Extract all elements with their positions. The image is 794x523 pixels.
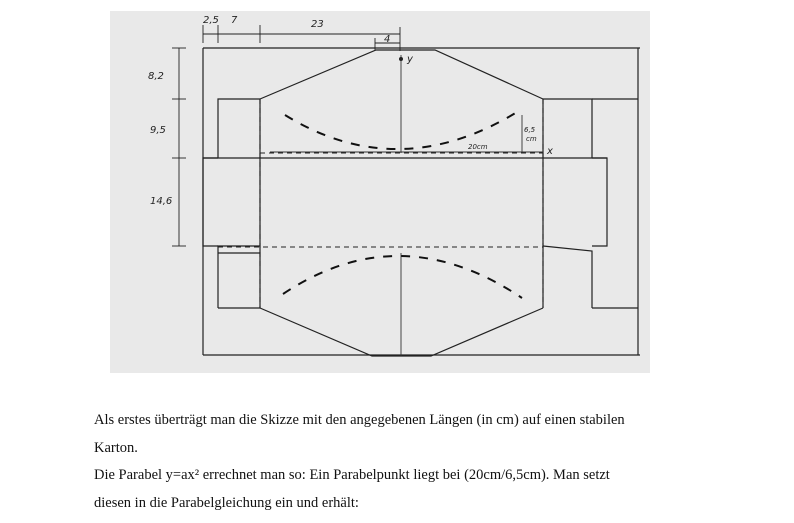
left-middle-flap xyxy=(203,158,218,246)
x-axis-label: x xyxy=(547,146,553,157)
lower-parabola xyxy=(283,256,522,298)
y-axis-label: y xyxy=(407,54,413,65)
origin-dot xyxy=(399,57,403,61)
dim-label-2-5: 2,5 xyxy=(203,15,219,26)
width-label: 20cm xyxy=(468,143,488,151)
height-label-unit: cm xyxy=(526,135,537,143)
right-lower-flap xyxy=(543,246,592,308)
sketch-image xyxy=(110,11,650,373)
net-drawing xyxy=(110,11,650,373)
dim-label-8-2: 8,2 xyxy=(148,71,164,82)
paragraph-line-1: Als erstes überträgt man die Skizze mit den angegebenen Längen (in cm) auf einen stabilen xyxy=(94,412,625,428)
dim-label-14-6: 14,6 xyxy=(150,196,173,207)
dim-label-4: 4 xyxy=(384,34,391,45)
dim-label-7: 7 xyxy=(231,15,238,26)
paragraph-line-3: Die Parabel y=ax² errechnet man so: Ein Parabelpunkt liegt bei (20cm/6,5cm). Man setzt xyxy=(94,467,610,483)
dim-label-23: 23 xyxy=(311,19,324,30)
height-label-value: 6,5 xyxy=(524,126,536,134)
left-upper-flap xyxy=(218,99,260,158)
left-lower-flap xyxy=(218,246,260,308)
paragraph-line-4: diesen in die Parabelgleichung ein und erhält: xyxy=(94,495,359,511)
paragraph-line-2: Karton. xyxy=(94,440,138,456)
dim-label-9-5: 9,5 xyxy=(150,125,166,136)
bottom-panel-outline xyxy=(260,308,543,356)
right-middle-flap xyxy=(592,158,607,246)
